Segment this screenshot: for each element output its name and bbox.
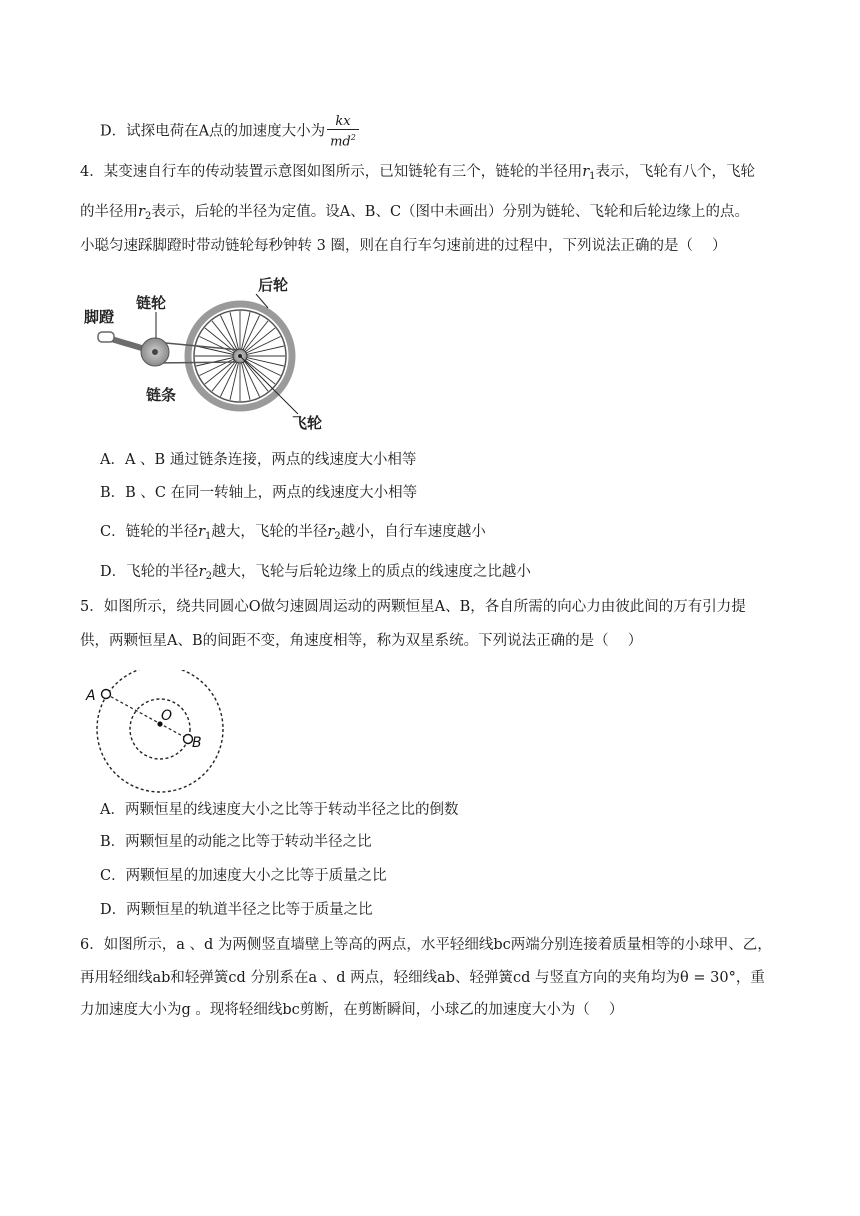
r2-subscript: 2 bbox=[205, 571, 212, 582]
r1-symbol: r bbox=[582, 164, 590, 180]
q4-stem-line-2 bbox=[80, 202, 749, 227]
q5-text-1: 5．如图所示，绕共同圆心O做匀速圆周运动的两颗恒星A、B，各自所需的向心力由彼此间的万有引力提 bbox=[80, 599, 746, 615]
fraction-denominator bbox=[327, 130, 359, 149]
label-b: B bbox=[192, 735, 202, 751]
q4-option-b[interactable] bbox=[100, 483, 417, 503]
r2-symbol: r bbox=[327, 524, 335, 540]
denominator-base: md bbox=[330, 134, 351, 150]
q5-option-c[interactable] bbox=[100, 866, 387, 886]
bicycle-transmission-figure bbox=[80, 270, 360, 435]
q6-text-1: 6．如图所示，a 、d 为两侧竖直墙壁上等高的两点，水平轻细线bc两端分别连接着质量相等的小球甲、乙， bbox=[80, 937, 772, 953]
label-flywheel: 飞轮 bbox=[292, 414, 323, 432]
q3-option-d-fraction bbox=[327, 114, 359, 149]
r1-subscript: 1 bbox=[205, 531, 212, 542]
q5-option-a[interactable] bbox=[100, 800, 458, 820]
label-a: A bbox=[86, 688, 96, 704]
r1-subscript: 1 bbox=[589, 171, 596, 182]
star-a bbox=[102, 690, 111, 699]
q4-option-d-text-2: 越大，飞轮与后轮边缘上的质点的线速度之比越小 bbox=[211, 564, 531, 580]
q4-option-d[interactable] bbox=[100, 562, 531, 587]
r2-subscript: 2 bbox=[144, 211, 152, 222]
q6-stem-line-2 bbox=[80, 968, 765, 988]
label-pedal: 脚蹬 bbox=[84, 308, 115, 326]
r1-symbol: r bbox=[198, 524, 206, 540]
q5-option-c-text: C．两颗恒星的加速度大小之比等于质量之比 bbox=[100, 868, 387, 884]
denominator-exponent: 2 bbox=[350, 133, 356, 142]
q5-text-2: 供，两颗恒星A、B的间距不变，角速度相等，称为双星系统。下列说法正确的是（ ） bbox=[80, 633, 643, 649]
q4-option-d-text-1: D．飞轮的半径 bbox=[100, 564, 199, 580]
q4-text-3: 小聪匀速踩脚蹬时带动链轮每秒钟转 3 圈，则在自行车匀速前进的过程中，下列说法正确的是（ ） bbox=[80, 238, 727, 254]
outer-orbit bbox=[97, 670, 223, 792]
q4-option-a-text: A．A 、B 通过链条连接，两点的线速度大小相等 bbox=[100, 452, 417, 468]
r2-subscript: 2 bbox=[334, 531, 341, 542]
q4-stem-line-3 bbox=[80, 236, 727, 256]
q4-option-c-text-2: 越大，飞轮的半径 bbox=[211, 524, 328, 540]
q5-option-d-text: D．两颗恒星的轨道半径之比等于质量之比 bbox=[100, 902, 373, 918]
chain-wheel-axle bbox=[152, 349, 158, 355]
q4-text-1: 4．某变速自行车的传动装置示意图如图所示，已知链轮有三个，链轮的半径用 bbox=[80, 164, 583, 180]
q6-stem-line-3 bbox=[80, 1000, 623, 1020]
inner-orbit bbox=[130, 699, 190, 759]
q6-stem-line-1 bbox=[80, 935, 772, 955]
q4-option-b-text: B．B 、C 在同一转轴上，两点的线速度大小相等 bbox=[100, 485, 418, 501]
label-rearwheel: 后轮 bbox=[258, 276, 289, 294]
q6-text-3: 力加速度大小为g 。现将轻细线bc剪断，在剪断瞬间，小球乙的加速度大小为（ ） bbox=[80, 1002, 624, 1018]
q5-option-b-text: B．两颗恒星的动能之比等于转动半径之比 bbox=[100, 834, 372, 850]
q5-stem-line-2 bbox=[80, 631, 642, 651]
q4-stem-line-1 bbox=[80, 162, 755, 187]
q4-option-c-text-1: C．链轮的半径 bbox=[100, 524, 199, 540]
q4-option-a[interactable] bbox=[100, 450, 416, 470]
q4-text-2: 的半径用 bbox=[80, 204, 138, 220]
q3-option-d-text: D．试探电荷在A点的加速度大小为 bbox=[100, 123, 326, 140]
q5-stem-line-1 bbox=[80, 597, 746, 617]
q3-option-d[interactable] bbox=[100, 114, 359, 149]
binary-star-figure bbox=[84, 670, 234, 798]
label-chain: 链条 bbox=[146, 386, 177, 404]
q5-option-a-text: A．两颗恒星的线速度大小之比等于转动半径之比的倒数 bbox=[100, 802, 459, 818]
q5-option-b[interactable] bbox=[100, 832, 372, 852]
r2-symbol: r bbox=[198, 564, 206, 580]
r2-symbol: r bbox=[138, 204, 145, 220]
q4-text-1-tail: 表示，飞轮有八个，飞轮 bbox=[595, 164, 756, 180]
q6-text-2: 再用轻细线ab和轻弹簧cd 分别系在a 、d 两点，轻细线ab、轻弹簧cd 与竖直方向的夹角均为θ = 30°，重 bbox=[80, 970, 765, 986]
pedal bbox=[98, 332, 114, 342]
q4-option-c-text-3: 越小，自行车速度越小 bbox=[340, 524, 486, 540]
q4-option-c[interactable] bbox=[100, 522, 486, 547]
q5-option-d[interactable] bbox=[100, 900, 373, 920]
q4-text-2-tail: 表示，后轮的半径为定值。设A、B、C（图中未画出）分别为链轮、飞轮和后轮边缘上的点。 bbox=[151, 204, 750, 220]
connecting-line bbox=[106, 694, 188, 739]
label-o: O bbox=[161, 708, 173, 724]
label-chainwheel: 链轮 bbox=[136, 294, 167, 312]
fraction-numerator: kx bbox=[327, 114, 359, 130]
